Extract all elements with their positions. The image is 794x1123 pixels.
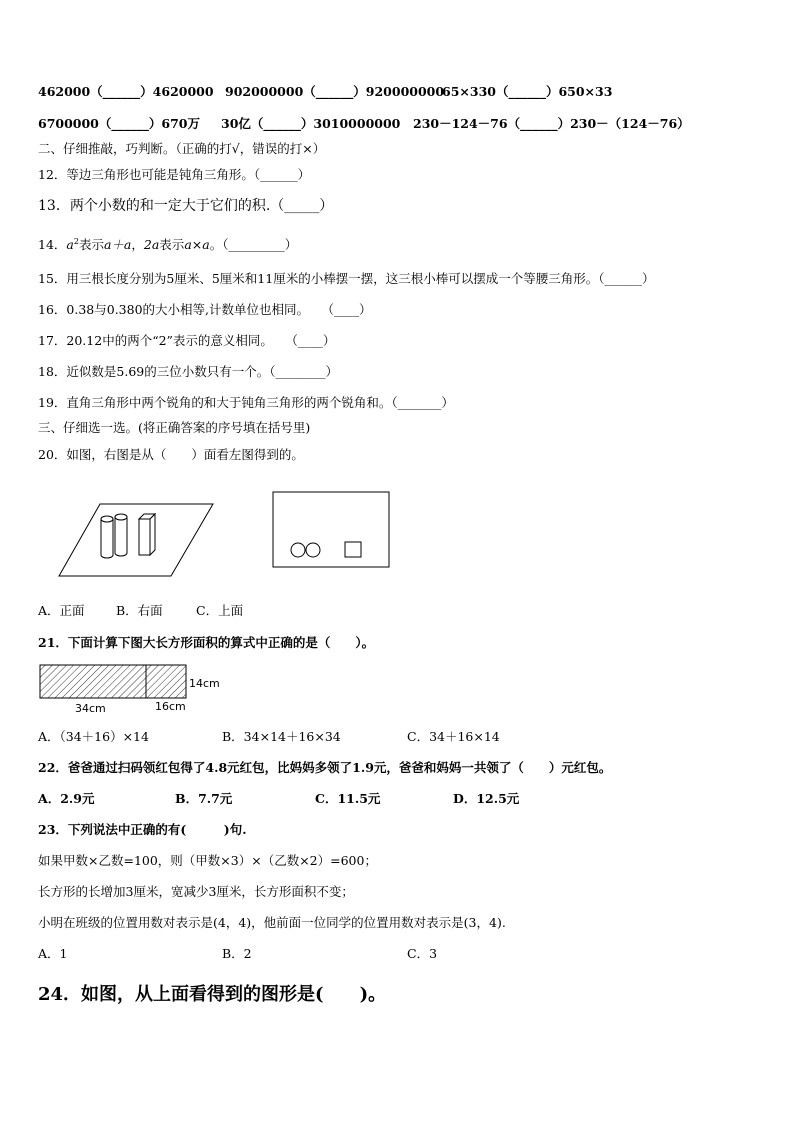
q21-left-width-label: 34cm (75, 702, 106, 715)
option-c[interactable]: C．34＋16×14 (407, 729, 500, 744)
q14-expr-2: a×a (184, 237, 210, 253)
question-21: 21．下面计算下图大长方形面积的算式中正确的是（ ）。 (38, 635, 375, 650)
base-parallelogram (59, 504, 213, 576)
compare-item: 65×330（______）650×33 (442, 84, 613, 99)
q14-var-a: a (66, 237, 74, 253)
option-b[interactable]: B．34×14＋16×34 (222, 729, 341, 744)
q14-text: 表示 (159, 237, 185, 253)
q23-statement-1: 如果甲数×乙数=100，则（甲数×3）×（乙数×2）=600； (38, 853, 377, 868)
option-b[interactable]: B．2 (222, 946, 252, 961)
compare-item: 902000000（______）920000000 (225, 84, 445, 99)
q14-number: 14． (38, 237, 67, 253)
compare-item: 462000（______）4620000 (38, 84, 214, 99)
question-15: 15．用三根长度分别为5厘米、5厘米和11厘米的小棒摆一摆，这三根小棒可以摆成一个等腰三角形。（______） (38, 271, 655, 286)
q21-right-width-label: 16cm (155, 700, 186, 713)
option-d[interactable]: D．12.5元 (453, 791, 520, 806)
option-c[interactable]: C．上面 (196, 603, 244, 618)
q21-rectangle-figure (39, 664, 189, 700)
question-24: 24．如图，从上面看得到的图形是( )。 (38, 984, 387, 1005)
option-a[interactable]: A．1 (38, 946, 68, 961)
question-16: 16．0.38与0.380的大小相等,计数单位也相同。 （____） (38, 302, 372, 317)
section-2-title: 二、仔细推敲，巧判断。（正确的打√，错误的打×） (38, 141, 326, 156)
q21-height-label: 14cm (189, 677, 220, 690)
q14-var-2a: 2a (143, 237, 160, 253)
cylinder-icon (101, 516, 113, 558)
option-a[interactable]: A．（34＋16）×14 (38, 729, 149, 744)
cuboid-icon (139, 514, 155, 555)
q23-statement-3: 小明在班级的位置用数对表示是(4，4)，他前面一位同学的位置用数对表示是(3，4). (38, 915, 506, 930)
question-13: 13．两个小数的和一定大于它们的积.（_____） (38, 198, 334, 214)
compare-item: 30亿（______）3010000000 (221, 116, 401, 131)
option-c[interactable]: C．11.5元 (315, 791, 381, 806)
question-17: 17．20.12中的两个“2”表示的意义相同。 （____） (38, 333, 336, 348)
question-20: 20．如图，右图是从（ ）面看左图得到的。 (38, 447, 304, 462)
compare-item: 230－124－76（______）230－（124－76） (413, 116, 690, 131)
option-a[interactable]: A．正面 (38, 603, 85, 618)
question-19: 19．直角三角形中两个锐角的和大于钝角三角形的两个锐角和。（_______） (38, 395, 454, 410)
option-a[interactable]: A．2.9元 (38, 791, 95, 806)
q14-text: 表示 (78, 237, 104, 253)
question-14 (38, 234, 297, 253)
question-23: 23．下列说法中正确的有( )句. (38, 822, 247, 837)
cylinder-icon (115, 514, 127, 556)
option-b[interactable]: B．7.7元 (175, 791, 233, 806)
compare-item: 6700000（______）670万 (38, 116, 200, 131)
question-22: 22．爸爸通过扫码领红包得了4.8元红包，比妈妈多领了1.9元，爸爸和妈妈一共领了（ ）元红包。 (38, 760, 612, 775)
q23-statement-2: 长方形的长增加3厘米，宽减少3厘米，长方形面积不变； (38, 884, 354, 899)
q14-comma: ， (131, 237, 144, 253)
question-18: 18．近似数是5.69的三位小数只有一个。（________） (38, 364, 338, 379)
option-c[interactable]: C．3 (407, 946, 438, 961)
q20-left-figure (58, 503, 218, 577)
q20-right-figure (272, 491, 392, 569)
option-b[interactable]: B．右面 (116, 603, 163, 618)
section-3-title: 三、仔细选一选。(将正确答案的序号填在括号里) (38, 420, 311, 435)
q14-blank: 。（_________） (209, 237, 298, 253)
q14-expr-1: a＋a (103, 237, 132, 253)
question-12: 12．等边三角形也可能是钝角三角形。（______） (38, 167, 311, 182)
q14-exponent: 2 (73, 237, 79, 246)
